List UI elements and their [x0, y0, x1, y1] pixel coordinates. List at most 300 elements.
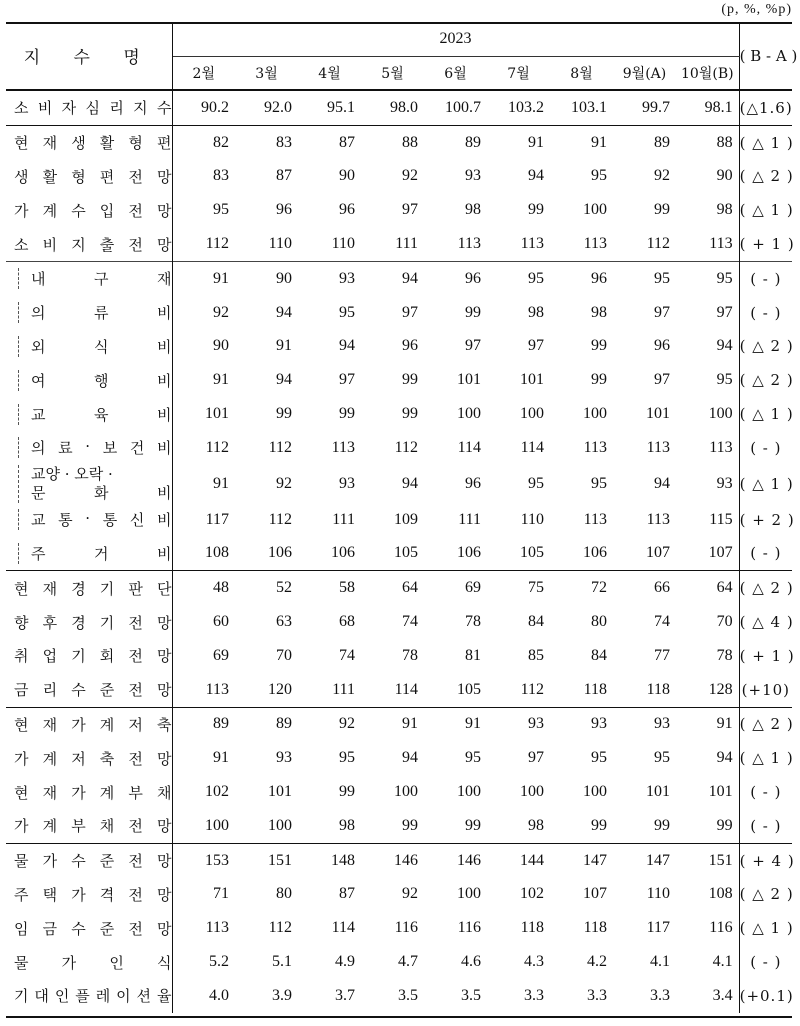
row-label-text: 물 가 수 준 전 망	[14, 852, 172, 871]
row-label-text: 주 거 비	[31, 544, 172, 563]
row-label-text: 교 육 비	[31, 405, 172, 424]
row-label	[6, 979, 172, 1013]
value-cell: 80	[591, 613, 607, 631]
diff-cell: (△1.6)	[739, 90, 792, 125]
row-label-text: 교 통 · 통 신 비	[31, 509, 172, 530]
value-cell: 95	[487, 261, 550, 295]
value-cell: 101	[205, 405, 229, 423]
table-row	[6, 537, 792, 571]
header-month: 8월	[570, 66, 593, 82]
table-row	[6, 397, 792, 431]
row-label-line1: 교양 · 오락 ·	[31, 464, 113, 483]
value-cell: 95	[613, 261, 676, 295]
diff-cell: ( + 4 )	[739, 843, 792, 877]
value-cell: 113	[646, 438, 670, 456]
value-cell: 95	[339, 303, 355, 321]
row-label	[6, 296, 172, 330]
value-cell: 103.1	[550, 90, 613, 125]
diff-cell: ( - )	[739, 809, 792, 843]
value-cell: 95	[528, 474, 544, 492]
value-cell: 93	[276, 749, 292, 767]
table-row	[6, 193, 792, 227]
value-cell: 115	[709, 510, 733, 528]
value-cell: 91	[550, 125, 613, 159]
diff-cell: ( △ 1 )	[739, 193, 792, 227]
value-cell: 52	[235, 571, 298, 605]
value-cell: 103.2	[487, 90, 550, 125]
value-cell: 101	[457, 371, 481, 389]
value-cell: 111	[332, 680, 355, 698]
row-label	[6, 193, 172, 227]
diff-cell: ( - )	[739, 431, 792, 465]
value-cell: 100	[520, 783, 544, 801]
value-cell: 93	[716, 474, 733, 492]
header-month: 9월(A)	[622, 66, 667, 82]
value-cell: 105	[457, 680, 481, 698]
value-cell: 95	[676, 261, 739, 295]
value-cell: 99	[528, 201, 544, 219]
table-row	[6, 707, 792, 741]
value-cell: 5.2	[209, 953, 229, 971]
value-cell: 83	[213, 167, 229, 185]
value-cell: 94	[402, 749, 418, 767]
value-cell: 118	[583, 919, 607, 937]
row-label-text: 주 택 가 격 전 망	[14, 885, 172, 904]
value-cell: 113	[709, 438, 733, 456]
header-month: 2월	[192, 66, 215, 82]
value-cell: 106	[457, 544, 481, 562]
row-label	[6, 330, 172, 364]
value-cell: 94	[528, 167, 544, 185]
header-month: 3월	[255, 66, 278, 82]
value-cell: 110	[268, 235, 292, 253]
value-cell: 3.3	[587, 986, 607, 1004]
table-row	[6, 605, 792, 639]
value-cell: 100.7	[424, 90, 487, 125]
diff-cell: ( △ 1 )	[739, 397, 792, 431]
value-cell: 100	[394, 783, 418, 801]
value-cell: 97	[402, 303, 418, 321]
value-cell: 84	[528, 613, 544, 631]
value-cell: 99.7	[613, 90, 676, 125]
value-cell: 99	[402, 816, 418, 834]
value-cell: 100	[583, 405, 607, 423]
table-row	[6, 673, 792, 707]
row-label	[6, 911, 172, 945]
table-row	[6, 639, 792, 673]
header-month: 10월(B)	[681, 66, 734, 82]
diff-cell: ( △ 2 )	[739, 878, 792, 912]
value-cell: 5.1	[272, 953, 292, 971]
header-index-name: 지 수 명	[6, 22, 172, 90]
value-cell: 92	[402, 885, 418, 903]
row-label	[6, 809, 172, 843]
value-cell: 91	[361, 707, 424, 741]
value-cell: 99	[465, 303, 481, 321]
diff-cell: ( △ 2 )	[739, 707, 792, 741]
value-cell: 89	[172, 707, 235, 741]
value-cell: 113	[520, 235, 544, 253]
value-cell: 70	[276, 646, 292, 664]
value-cell: 64	[676, 571, 739, 605]
diff-cell: ( △ 2 )	[739, 160, 792, 194]
value-cell: 80	[276, 885, 292, 903]
value-cell: 113	[205, 680, 229, 698]
value-cell: 118	[520, 919, 544, 937]
value-cell: 91	[172, 261, 235, 295]
row-label-text: 소 비 자 심 리 지 수	[14, 99, 172, 118]
value-cell: 111	[395, 235, 418, 253]
value-cell: 91	[213, 749, 229, 767]
value-cell: 99	[402, 405, 418, 423]
value-cell: 3.5	[398, 986, 418, 1004]
table-row	[6, 878, 792, 912]
table-row	[6, 979, 792, 1013]
value-cell: 81	[465, 646, 481, 664]
value-cell: 99	[591, 816, 607, 834]
value-cell: 114	[394, 680, 418, 698]
value-cell: 97	[402, 201, 418, 219]
value-cell: 105	[520, 544, 544, 562]
row-label-text: 외 식 비	[31, 337, 172, 356]
header-month: 4월	[318, 66, 341, 82]
value-cell: 97	[528, 749, 544, 767]
row-label-text: 기 대 인 플 레 이 션 율	[14, 987, 172, 1006]
value-cell: 94	[402, 474, 418, 492]
value-cell: 147	[550, 843, 613, 877]
value-cell: 93	[465, 167, 481, 185]
value-cell: 3.4	[712, 986, 733, 1004]
value-cell: 97	[654, 371, 670, 389]
row-label-text: 내 구 재	[31, 270, 172, 289]
value-cell: 96	[424, 261, 487, 295]
header-diff: ( B - A )	[739, 22, 792, 90]
value-cell: 99	[716, 816, 733, 834]
value-cell: 93	[613, 707, 676, 741]
table-row	[6, 775, 792, 809]
value-cell: 89	[235, 707, 298, 741]
value-cell: 120	[268, 680, 292, 698]
value-cell: 112	[646, 235, 670, 253]
value-cell: 91	[487, 125, 550, 159]
value-cell: 90.2	[172, 90, 235, 125]
row-label-text: 생 활 형 편 전 망	[14, 167, 172, 186]
value-cell: 90	[339, 167, 355, 185]
row-label-text: 가 계 수 입 전 망	[14, 201, 172, 220]
value-cell: 101	[708, 783, 733, 801]
diff-cell: ( △ 4 )	[739, 605, 792, 639]
row-label	[6, 90, 172, 125]
value-cell: 93	[298, 261, 361, 295]
diff-cell: (+0.1)	[739, 979, 792, 1013]
value-cell: 95	[339, 749, 355, 767]
value-cell: 92.0	[235, 90, 298, 125]
value-cell: 95	[654, 749, 670, 767]
header-month: 6월	[444, 66, 467, 82]
row-label-text: 의 류 비	[31, 304, 172, 323]
value-cell: 96	[276, 201, 292, 219]
diff-cell: ( - )	[739, 537, 792, 571]
row-label-text: 현 재 생 활 형 편	[14, 134, 172, 153]
row-label	[6, 707, 172, 741]
value-cell: 95	[591, 167, 607, 185]
value-cell: 91	[213, 371, 229, 389]
value-cell: 98	[528, 303, 544, 321]
value-cell: 92	[654, 167, 670, 185]
value-cell: 98.1	[676, 90, 739, 125]
value-cell: 112	[520, 680, 544, 698]
value-cell: 4.2	[587, 953, 607, 971]
row-label	[6, 465, 172, 503]
row-label	[6, 775, 172, 809]
value-cell: 112	[268, 510, 292, 528]
row-label	[6, 397, 172, 431]
value-cell: 92	[402, 167, 418, 185]
value-cell: 110	[331, 235, 355, 253]
value-cell: 107	[708, 544, 733, 562]
row-label	[6, 160, 172, 194]
value-cell: 69	[424, 571, 487, 605]
value-cell: 100	[457, 783, 481, 801]
row-label-line2: 문 화 비	[31, 483, 172, 502]
value-cell: 97	[716, 303, 733, 321]
value-cell: 96	[550, 261, 613, 295]
value-cell: 71	[213, 885, 229, 903]
value-cell: 94	[339, 337, 355, 355]
value-cell: 116	[394, 919, 418, 937]
table-row	[6, 465, 792, 503]
diff-cell: (+10)	[739, 673, 792, 707]
value-cell: 95	[591, 749, 607, 767]
value-cell: 144	[487, 843, 550, 877]
value-cell: 100	[457, 405, 481, 423]
value-cell: 113	[709, 235, 733, 253]
diff-cell: ( △ 2 )	[739, 363, 792, 397]
value-cell: 99	[276, 405, 292, 423]
value-cell: 92	[298, 707, 361, 741]
value-cell: 100	[457, 885, 481, 903]
value-cell: 97	[654, 303, 670, 321]
diff-cell: ( + 2 )	[739, 503, 792, 537]
value-cell: 91	[424, 707, 487, 741]
value-cell: 3.9	[272, 986, 292, 1004]
value-cell: 98	[465, 201, 481, 219]
diff-cell: ( △ 1 )	[739, 911, 792, 945]
value-cell: 106	[583, 544, 607, 562]
value-cell: 63	[276, 613, 292, 631]
value-cell: 58	[298, 571, 361, 605]
value-cell: 95	[465, 749, 481, 767]
value-cell: 113	[583, 510, 607, 528]
value-cell: 87	[298, 125, 361, 159]
value-cell: 98	[591, 303, 607, 321]
value-cell: 100	[583, 783, 607, 801]
row-label-text: 의 료 · 보 건 비	[31, 437, 172, 458]
diff-cell: ( - )	[739, 945, 792, 979]
value-cell: 74	[654, 613, 670, 631]
table-row	[6, 330, 792, 364]
value-cell: 113	[646, 510, 670, 528]
value-cell: 151	[235, 843, 298, 877]
value-cell: 114	[331, 919, 355, 937]
value-cell: 99	[654, 201, 670, 219]
value-cell: 4.1	[712, 953, 733, 971]
value-cell: 74	[339, 646, 355, 664]
value-cell: 110	[646, 885, 670, 903]
value-cell: 94	[716, 337, 733, 355]
value-cell: 78	[402, 646, 418, 664]
value-cell: 4.6	[461, 953, 481, 971]
value-cell: 99	[465, 816, 481, 834]
table-row	[6, 296, 792, 330]
row-label	[6, 431, 172, 465]
value-cell: 99	[402, 371, 418, 389]
value-cell: 113	[331, 438, 355, 456]
value-cell: 95.1	[298, 90, 361, 125]
value-cell: 87	[276, 167, 292, 185]
value-cell: 98.0	[361, 90, 424, 125]
value-cell: 94	[276, 303, 292, 321]
value-cell: 101	[646, 405, 670, 423]
table-row	[6, 125, 792, 159]
consumer-sentiment-table	[6, 22, 798, 1013]
row-label	[6, 843, 172, 877]
value-cell: 90	[235, 261, 298, 295]
value-cell: 113	[205, 919, 229, 937]
row-label	[6, 945, 172, 979]
value-cell: 116	[457, 919, 481, 937]
value-cell: 146	[361, 843, 424, 877]
table-row	[6, 227, 792, 261]
row-label	[6, 363, 172, 397]
value-cell: 48	[172, 571, 235, 605]
value-cell: 102	[205, 783, 229, 801]
value-cell: 101	[646, 783, 670, 801]
value-cell: 60	[213, 613, 229, 631]
row-label-text: 가 계 저 축 전 망	[14, 749, 172, 768]
row-label	[6, 571, 172, 605]
table-row	[6, 571, 792, 605]
row-label-text: 소 비 지 출 전 망	[14, 235, 172, 254]
value-cell: 91	[676, 707, 739, 741]
value-cell: 95	[716, 371, 733, 389]
value-cell: 99	[339, 783, 355, 801]
value-cell: 72	[550, 571, 613, 605]
value-cell: 96	[654, 337, 670, 355]
value-cell: 4.9	[335, 953, 355, 971]
value-cell: 4.7	[398, 953, 418, 971]
value-cell: 92	[276, 474, 292, 492]
value-cell: 85	[528, 646, 544, 664]
value-cell: 111	[332, 510, 355, 528]
value-cell: 75	[487, 571, 550, 605]
value-cell: 98	[528, 816, 544, 834]
value-cell: 96	[465, 474, 481, 492]
diff-cell: ( △ 1 )	[739, 465, 792, 503]
value-cell: 108	[205, 544, 229, 562]
value-cell: 88	[361, 125, 424, 159]
diff-cell: ( △ 2 )	[739, 330, 792, 364]
value-cell: 89	[424, 125, 487, 159]
value-cell: 87	[339, 885, 355, 903]
row-label-text: 가 계 부 채 전 망	[14, 817, 172, 836]
value-cell: 78	[716, 646, 733, 664]
row-label-text: 현 재 가 계 부 채	[14, 783, 172, 802]
value-cell: 146	[424, 843, 487, 877]
value-cell: 96	[339, 201, 355, 219]
value-cell: 101	[268, 783, 292, 801]
row-label	[6, 605, 172, 639]
diff-cell: ( + 1 )	[739, 639, 792, 673]
value-cell: 93	[550, 707, 613, 741]
row-label	[6, 125, 172, 159]
value-cell: 113	[457, 235, 481, 253]
value-cell: 78	[465, 613, 481, 631]
value-cell: 113	[583, 235, 607, 253]
value-cell: 112	[268, 438, 292, 456]
header-year: 2023	[172, 22, 739, 57]
value-cell: 93	[487, 707, 550, 741]
diff-cell: ( △ 2 )	[739, 571, 792, 605]
value-cell: 94	[716, 749, 733, 767]
value-cell: 97	[528, 337, 544, 355]
value-cell: 70	[716, 613, 733, 631]
value-cell: 91	[213, 474, 229, 492]
table-row	[6, 741, 792, 775]
row-label-text: 임 금 수 준 전 망	[14, 919, 172, 938]
row-label	[6, 741, 172, 775]
value-cell: 93	[339, 474, 355, 492]
value-cell: 92	[213, 303, 229, 321]
row-label	[6, 537, 172, 571]
value-cell: 74	[402, 613, 418, 631]
row-label-text: 금 리 수 준 전 망	[14, 681, 172, 700]
value-cell: 95	[591, 474, 607, 492]
table-row	[6, 90, 792, 125]
value-cell: 3.5	[461, 986, 481, 1004]
value-cell: 100	[583, 201, 607, 219]
value-cell: 98	[339, 816, 355, 834]
value-cell: 99	[654, 816, 670, 834]
value-cell: 111	[458, 510, 481, 528]
row-label	[6, 261, 172, 295]
value-cell: 116	[709, 919, 733, 937]
value-cell: 98	[716, 201, 733, 219]
value-cell: 112	[268, 919, 292, 937]
table-row	[6, 911, 792, 945]
value-cell: 4.0	[209, 986, 229, 1004]
value-cell: 100	[520, 405, 544, 423]
diff-cell: ( - )	[739, 775, 792, 809]
value-cell: 4.1	[650, 953, 670, 971]
header-month: 5월	[381, 66, 404, 82]
value-cell: 4.3	[524, 953, 544, 971]
value-cell: 105	[394, 544, 418, 562]
value-cell: 94	[276, 371, 292, 389]
value-cell: 100	[268, 816, 292, 834]
value-cell: 151	[676, 843, 739, 877]
diff-cell: ( - )	[739, 261, 792, 295]
value-cell: 112	[205, 438, 229, 456]
table-row	[6, 503, 792, 537]
row-label	[6, 227, 172, 261]
value-cell: 91	[276, 337, 292, 355]
value-cell: 117	[205, 510, 229, 528]
value-cell: 114	[457, 438, 481, 456]
value-cell: 69	[213, 646, 229, 664]
value-cell: 114	[520, 438, 544, 456]
value-cell: 106	[268, 544, 292, 562]
